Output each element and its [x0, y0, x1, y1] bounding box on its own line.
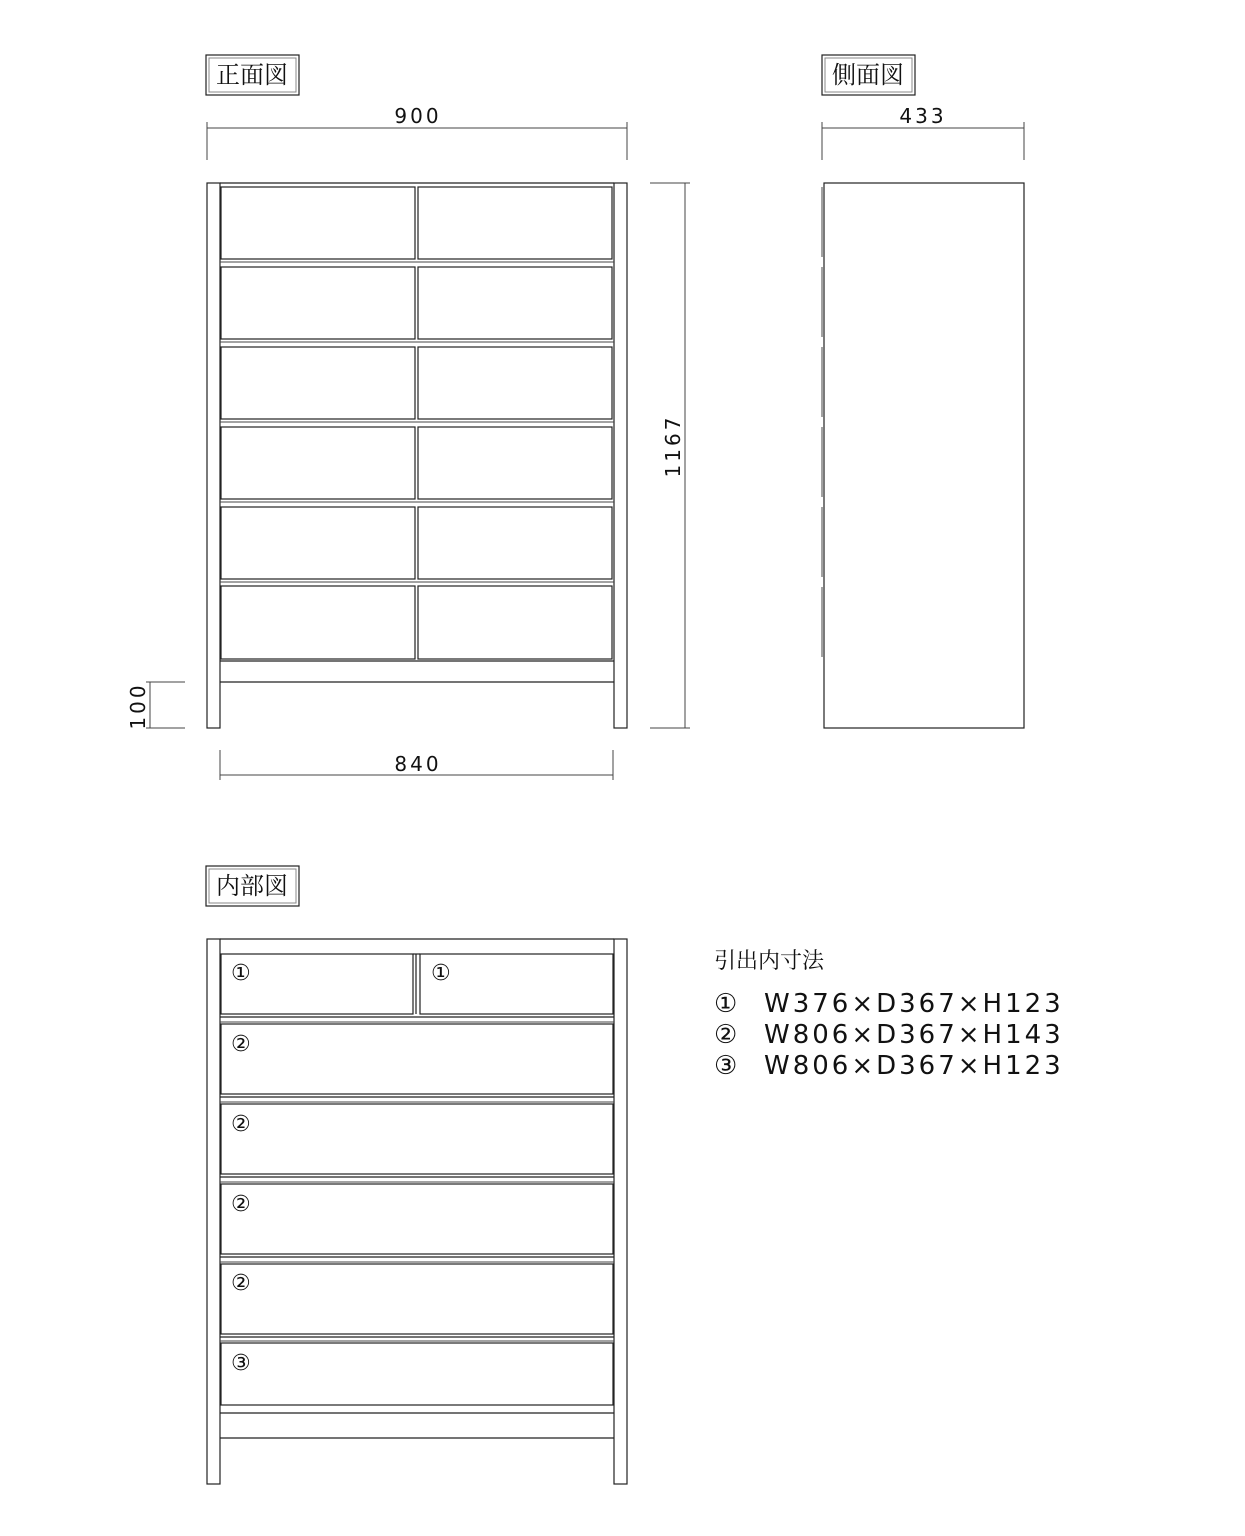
front-drawer [221, 507, 415, 579]
dimension-depth [822, 104, 1024, 160]
front-drawer [221, 267, 415, 339]
dimension-width-bottom [220, 750, 613, 780]
drawer-label: ② [231, 1112, 251, 1137]
drawer-dimension-value: W376×D367×H123 [764, 989, 1064, 1019]
drawer-label: ② [231, 1192, 251, 1217]
drawer-label: ③ [231, 1351, 251, 1376]
side-view [822, 55, 1024, 728]
side-panel [824, 183, 1024, 728]
front-drawer [221, 586, 415, 659]
dimension-width-top-label: 900 [394, 104, 442, 128]
dimension-depth-label: 433 [899, 104, 947, 128]
front-view-title-box [206, 55, 299, 95]
interior-drawer [221, 1184, 613, 1254]
side-view-title-box [822, 55, 915, 95]
drawer-dimension-marker: ③ [714, 1051, 741, 1081]
dimension-plinth-label: 100 [126, 682, 150, 730]
interior-view-title-box [206, 866, 299, 906]
drawer-dimension-marker: ① [714, 989, 741, 1019]
dimension-width-top [207, 104, 627, 160]
drawer-dimension-value: W806×D367×H143 [764, 1020, 1064, 1050]
drawer-dimension-value: W806×D367×H123 [764, 1051, 1064, 1081]
drawer-dimension-row [714, 1020, 1064, 1051]
drawer-label: ② [231, 1271, 251, 1296]
front-view-title: 正面図 [216, 61, 288, 89]
dimension-height [650, 183, 690, 728]
side-view-title: 側面図 [832, 61, 904, 89]
interior-drawer [221, 1264, 613, 1334]
interior-view-title: 内部図 [216, 872, 288, 900]
interior-drawer [221, 1024, 613, 1094]
drawer-dimensions-panel [714, 944, 1064, 1082]
front-drawer [221, 187, 415, 259]
drawer-label: ② [231, 1032, 251, 1057]
drawer-label: ① [431, 961, 451, 986]
front-drawer [418, 507, 612, 579]
front-view [126, 55, 690, 780]
front-drawer [418, 187, 612, 259]
front-drawer [221, 347, 415, 419]
dimension-plinth [126, 682, 185, 730]
front-drawer [418, 586, 612, 659]
drawer-dimension-row [714, 1051, 1064, 1082]
interior-view [206, 866, 627, 1484]
dimension-width-bottom-label: 840 [394, 752, 442, 776]
interior-drawer [221, 1343, 613, 1405]
front-drawer [418, 427, 612, 499]
dimension-height-label: 1167 [661, 414, 685, 478]
drawer-label: ① [231, 961, 251, 986]
front-drawer [418, 267, 612, 339]
front-drawers [220, 187, 614, 659]
front-drawer [418, 347, 612, 419]
interior-drawer [221, 1104, 613, 1174]
interior-left-post [207, 939, 220, 1484]
drawer-dimension-marker: ② [714, 1020, 741, 1050]
front-drawer [221, 427, 415, 499]
interior-right-post [614, 939, 627, 1484]
right-post [614, 183, 627, 728]
left-post [207, 183, 220, 728]
drawer-dimension-row [714, 989, 1064, 1020]
drawer-dimensions-title: 引出内寸法 [714, 949, 825, 974]
